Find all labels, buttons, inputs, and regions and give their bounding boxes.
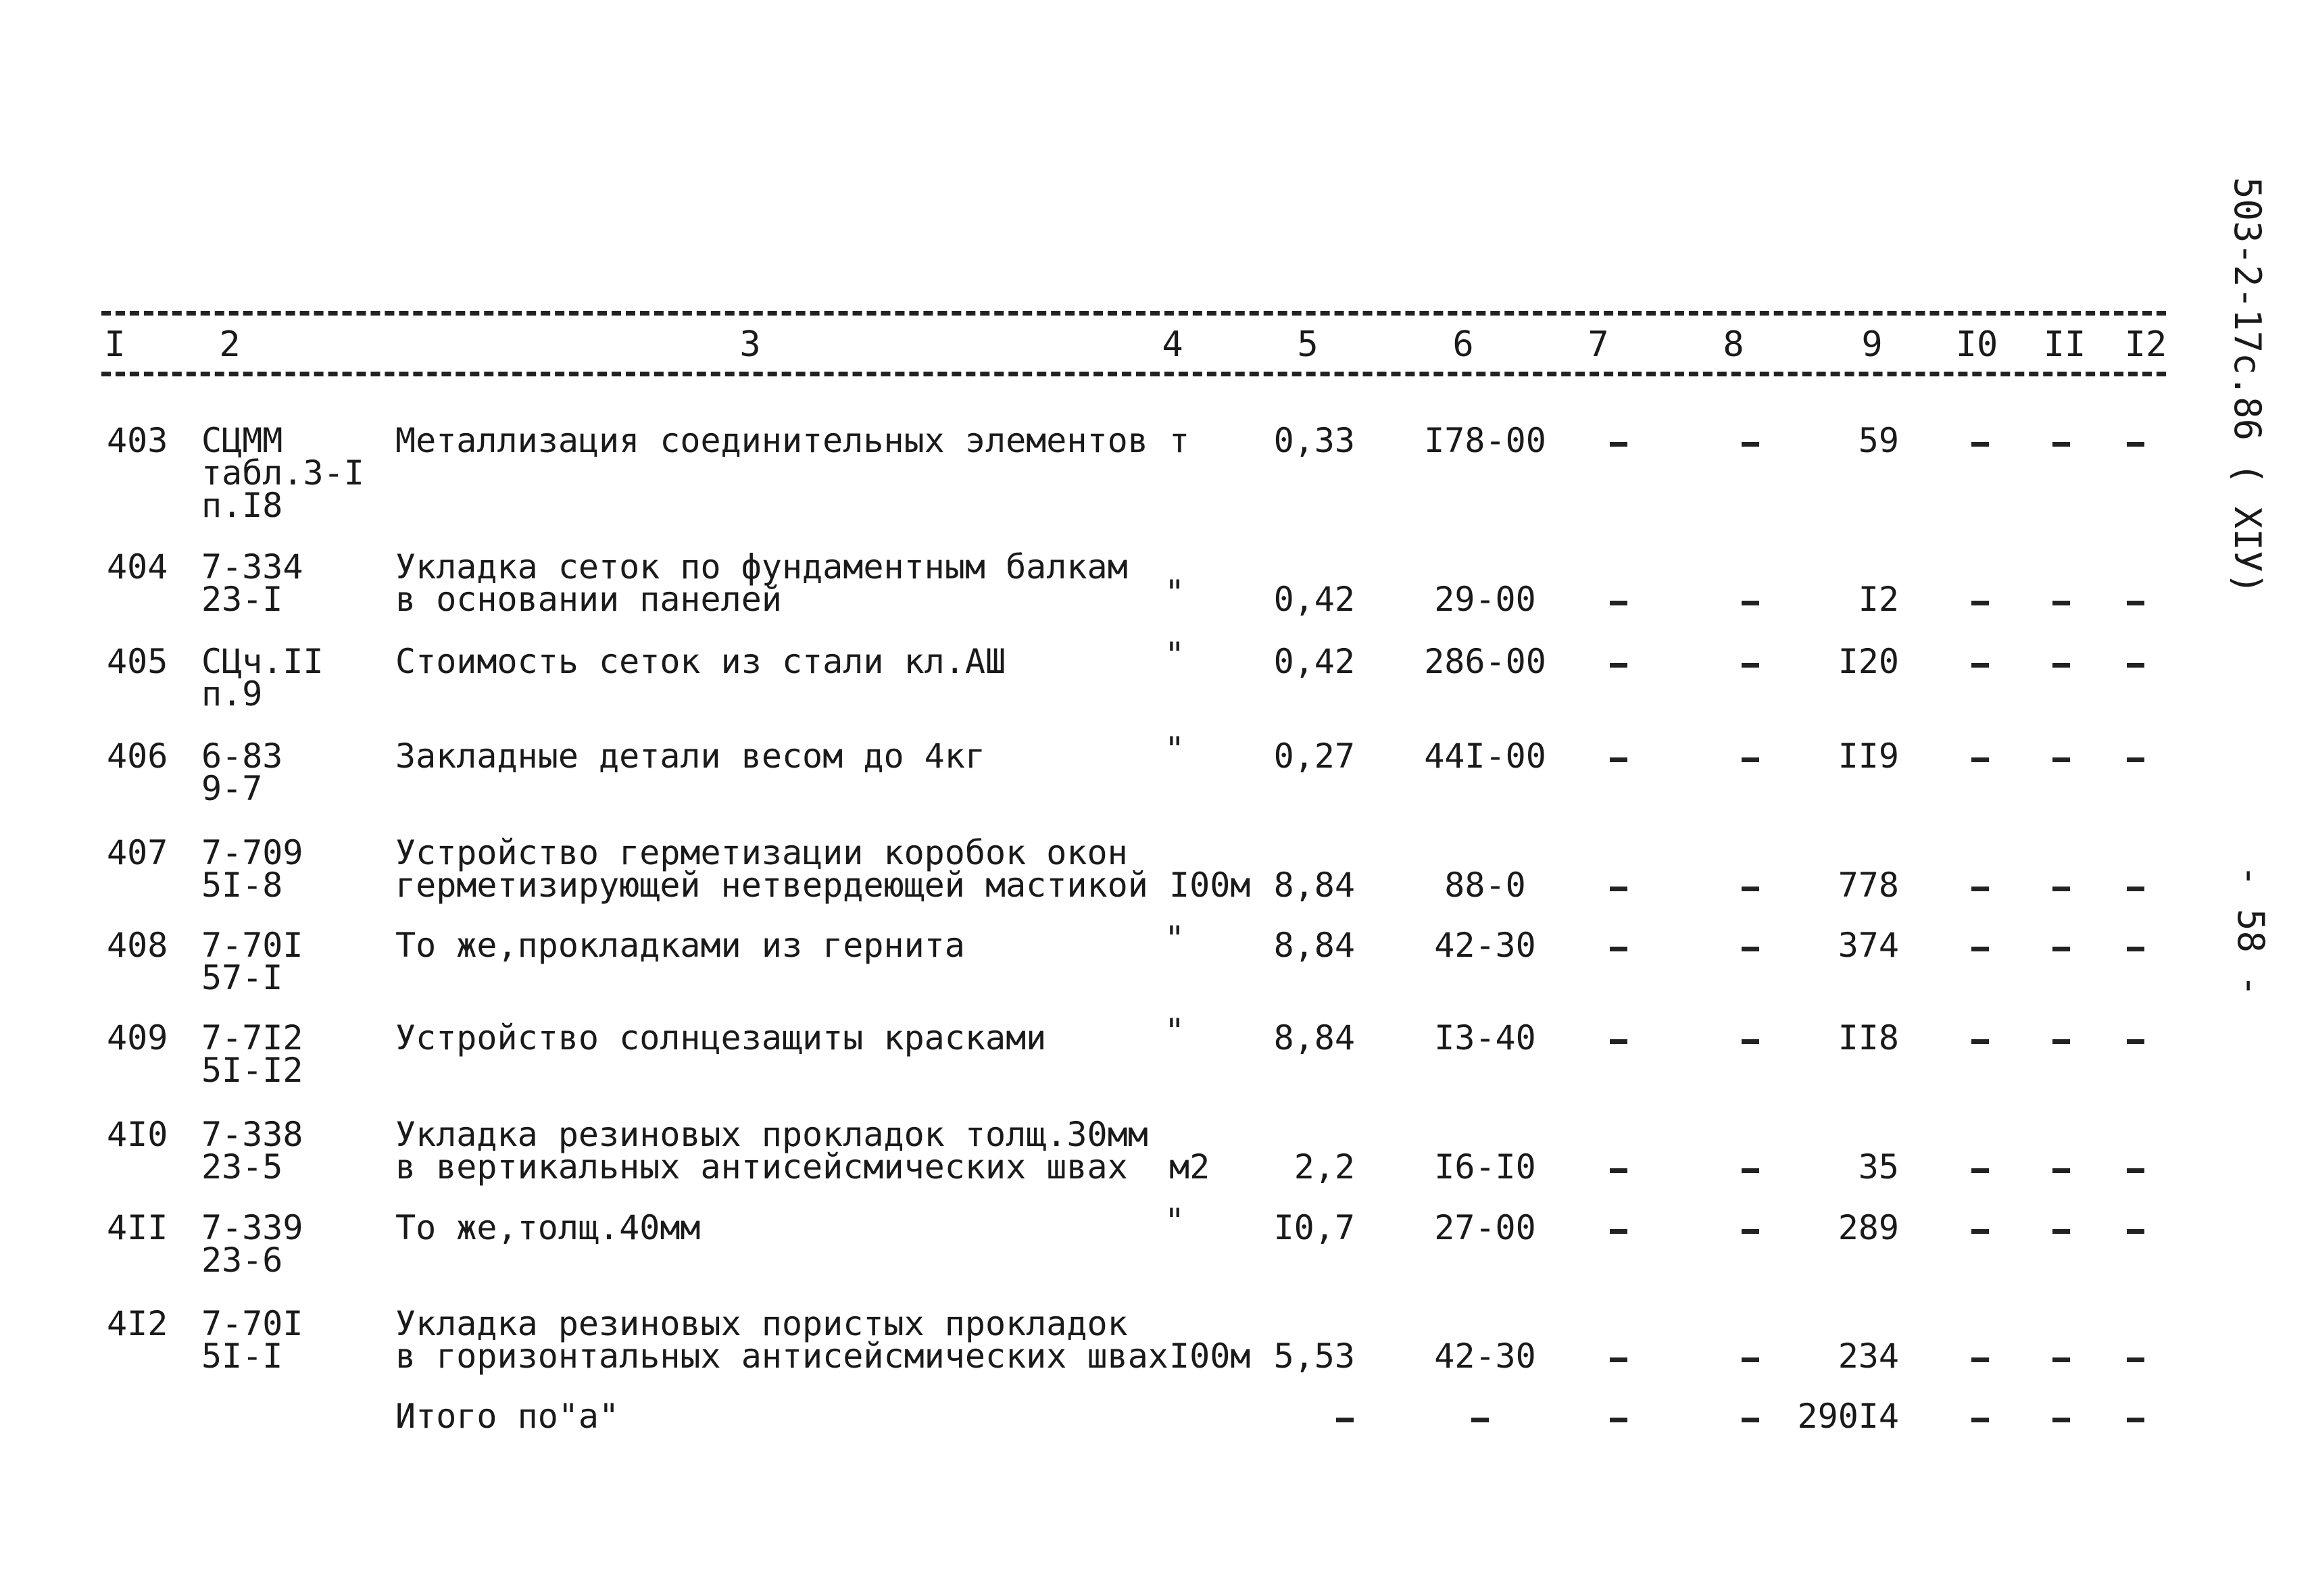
row-col7: [1605, 1340, 1632, 1372]
row-col12: [2122, 645, 2149, 678]
header-col-11: II: [2043, 324, 2086, 365]
row-code-line: 23-6: [201, 1241, 283, 1280]
row-description-line: То же,прокладками из гернита: [395, 926, 965, 965]
row-code-line: 6-83: [201, 737, 283, 776]
row-price: 27-00: [1434, 1208, 1536, 1247]
row-quantity: 0,27: [1273, 737, 1355, 776]
row-code-line: 5I-I2: [201, 1051, 303, 1090]
row-col7: [1605, 1151, 1632, 1183]
row-price: 88-0: [1444, 866, 1526, 905]
row-code-line: 7-70I: [201, 926, 303, 965]
row-number: 407: [107, 833, 168, 872]
row-col10: [1967, 869, 1994, 901]
row-col12: [2122, 1212, 2149, 1244]
row-col11: [2048, 869, 2075, 901]
total-col9: 290I4: [1797, 1397, 1899, 1436]
header-col-2: 2: [219, 324, 241, 365]
row-col7: [1605, 645, 1632, 678]
row-description-line: Устройство солнцезащиты красками: [395, 1018, 1047, 1057]
row-unit: ": [1164, 635, 1185, 674]
header-col-6: 6: [1452, 324, 1474, 365]
row-price: I78-00: [1424, 421, 1546, 460]
row-price: I6-I0: [1434, 1147, 1536, 1187]
row-code-line: 7-339: [201, 1208, 303, 1247]
row-unit: м2: [1169, 1147, 1210, 1187]
row-col11: [2048, 645, 2075, 678]
row-code-line: 7-70I: [201, 1304, 303, 1343]
row-col10: [1967, 424, 1994, 457]
total-col8: [1737, 1400, 1764, 1432]
row-description-line: Укладка резиновых прокладок толщ.30мм: [395, 1115, 1148, 1154]
row-col9: 374: [1838, 926, 1899, 965]
row-col12: [2122, 929, 2149, 962]
row-description-line: Устройство герметизации коробок окон: [395, 833, 1128, 872]
row-col7: [1605, 583, 1632, 616]
total-col7: [1605, 1400, 1632, 1432]
header-col-7: 7: [1587, 324, 1609, 365]
row-col8: [1737, 645, 1764, 678]
header-col-1: I: [104, 324, 126, 365]
row-col8: [1737, 424, 1764, 457]
row-col8: [1737, 1212, 1764, 1244]
row-quantity: I0,7: [1273, 1208, 1355, 1247]
row-col8: [1737, 929, 1764, 962]
row-code-line: 5I-I: [201, 1337, 283, 1376]
row-col10: [1967, 740, 1994, 772]
header-col-8: 8: [1723, 324, 1744, 365]
row-col11: [2048, 583, 2075, 616]
row-col10: [1967, 645, 1994, 678]
row-col11: [2048, 1340, 2075, 1372]
row-quantity: 0,42: [1273, 580, 1355, 619]
row-number: 406: [107, 737, 168, 776]
row-code-line: СЦч.II: [201, 642, 324, 681]
row-number: 403: [107, 421, 168, 460]
row-code-line: 23-I: [201, 580, 283, 619]
row-unit: т: [1169, 421, 1190, 460]
row-col9: II8: [1838, 1018, 1899, 1057]
row-col12: [2122, 1340, 2149, 1372]
row-code-line: п.9: [201, 674, 263, 714]
row-col9: I2: [1858, 580, 1899, 619]
row-col9: 234: [1838, 1337, 1899, 1376]
total-quantity: [1331, 1400, 1358, 1432]
row-unit: ": [1164, 573, 1185, 612]
row-col12: [2122, 1022, 2149, 1054]
row-col8: [1737, 1340, 1764, 1372]
row-code-line: 57-I: [201, 958, 283, 997]
row-price: 286-00: [1424, 642, 1546, 681]
row-price: 29-00: [1434, 580, 1536, 619]
row-col9: 778: [1838, 866, 1899, 905]
row-col11: [2048, 929, 2075, 962]
total-label: Итого по"а": [395, 1397, 620, 1436]
row-code-line: 7-338: [201, 1115, 303, 1154]
row-unit: ": [1164, 1201, 1185, 1241]
row-unit: I00м: [1169, 1337, 1251, 1376]
row-number: 404: [107, 547, 168, 587]
row-col8: [1737, 740, 1764, 772]
row-col10: [1967, 1212, 1994, 1244]
row-col11: [2048, 1151, 2075, 1183]
total-price: [1467, 1400, 1494, 1432]
row-col8: [1737, 1151, 1764, 1183]
row-price: 44I-00: [1424, 737, 1546, 776]
row-col7: [1605, 740, 1632, 772]
row-col9: 35: [1858, 1147, 1899, 1187]
row-quantity: 8,84: [1273, 926, 1355, 965]
row-col8: [1737, 1022, 1764, 1054]
row-col9: II9: [1838, 737, 1899, 776]
total-col12: [2122, 1400, 2149, 1432]
row-col7: [1605, 424, 1632, 457]
row-description-line: в горизонтальных антисейсмических швах: [395, 1337, 1168, 1376]
row-price: I3-40: [1434, 1018, 1536, 1057]
total-col10: [1967, 1400, 1994, 1432]
row-quantity: 5,53: [1273, 1337, 1355, 1376]
row-code-line: табл.3-I: [201, 453, 364, 493]
row-number: 405: [107, 642, 168, 681]
row-quantity: 0,33: [1273, 421, 1355, 460]
row-number: 408: [107, 926, 168, 965]
header-col-4: 4: [1162, 324, 1183, 365]
row-col10: [1967, 583, 1994, 616]
row-col12: [2122, 583, 2149, 616]
row-code-line: 23-5: [201, 1147, 283, 1187]
row-number: 4I0: [107, 1115, 168, 1154]
row-quantity: 2,2: [1294, 1147, 1355, 1187]
row-col12: [2122, 869, 2149, 901]
row-description-line: герметизирующей нетвердеющей мастикой: [395, 866, 1148, 905]
header-top-rule: [101, 311, 2166, 316]
row-code-line: 5I-8: [201, 866, 283, 905]
row-col9: 59: [1858, 421, 1899, 460]
row-description-line: Металлизация соединительных элементов: [395, 421, 1148, 460]
row-col11: [2048, 424, 2075, 457]
page-number: - 58 -: [2230, 865, 2272, 997]
row-col9: 289: [1838, 1208, 1899, 1247]
row-col10: [1967, 929, 1994, 962]
row-col7: [1605, 929, 1632, 962]
row-description-line: Стоимость сеток из стали кл.АШ: [395, 642, 1006, 681]
row-unit: ": [1164, 919, 1185, 958]
row-code-line: 7-334: [201, 547, 303, 587]
header-col-5: 5: [1297, 324, 1319, 365]
row-description-line: в вертикальных антисейсмических швах: [395, 1147, 1128, 1187]
row-description-line: в основании панелей: [395, 580, 782, 619]
header-col-12: I2: [2124, 324, 2167, 365]
row-col8: [1737, 583, 1764, 616]
row-unit: ": [1164, 730, 1185, 769]
row-col10: [1967, 1151, 1994, 1183]
total-col11: [2048, 1400, 2075, 1432]
row-description-line: Закладные детали весом до 4кг: [395, 737, 985, 776]
side-document-code: 503-2-17c.86 ( XIУ): [2226, 177, 2269, 595]
row-col7: [1605, 1212, 1632, 1244]
row-col12: [2122, 424, 2149, 457]
header-col-3: 3: [739, 324, 761, 365]
row-col8: [1737, 869, 1764, 901]
row-col12: [2122, 1151, 2149, 1183]
row-col7: [1605, 869, 1632, 901]
row-col7: [1605, 1022, 1632, 1054]
header-col-10: I0: [1955, 324, 1998, 365]
row-price: 42-30: [1434, 926, 1536, 965]
row-col11: [2048, 1022, 2075, 1054]
row-quantity: 0,42: [1273, 642, 1355, 681]
row-number: 4I2: [107, 1304, 168, 1343]
row-quantity: 8,84: [1273, 866, 1355, 905]
row-col9: I20: [1838, 642, 1899, 681]
header-col-9: 9: [1861, 324, 1883, 365]
row-col10: [1967, 1340, 1994, 1372]
row-number: 4II: [107, 1208, 168, 1247]
row-number: 409: [107, 1018, 168, 1057]
row-col10: [1967, 1022, 1994, 1054]
row-unit: I00м: [1169, 866, 1251, 905]
row-code-line: 7-709: [201, 833, 303, 872]
row-code-line: п.I8: [201, 486, 283, 525]
row-col11: [2048, 740, 2075, 772]
row-price: 42-30: [1434, 1337, 1536, 1376]
row-description-line: Укладка резиновых пористых прокладок: [395, 1304, 1128, 1343]
row-description-line: То же,толщ.40мм: [395, 1208, 701, 1247]
row-code-line: 7-7I2: [201, 1018, 303, 1057]
row-code-line: СЦММ: [201, 421, 283, 460]
row-col12: [2122, 740, 2149, 772]
row-code-line: 9-7: [201, 769, 263, 808]
row-description-line: Укладка сеток по фундаментным балкам: [395, 547, 1128, 587]
row-col11: [2048, 1212, 2075, 1244]
row-unit: ": [1164, 1012, 1185, 1051]
row-quantity: 8,84: [1273, 1018, 1355, 1057]
header-bottom-rule: [101, 372, 2166, 376]
